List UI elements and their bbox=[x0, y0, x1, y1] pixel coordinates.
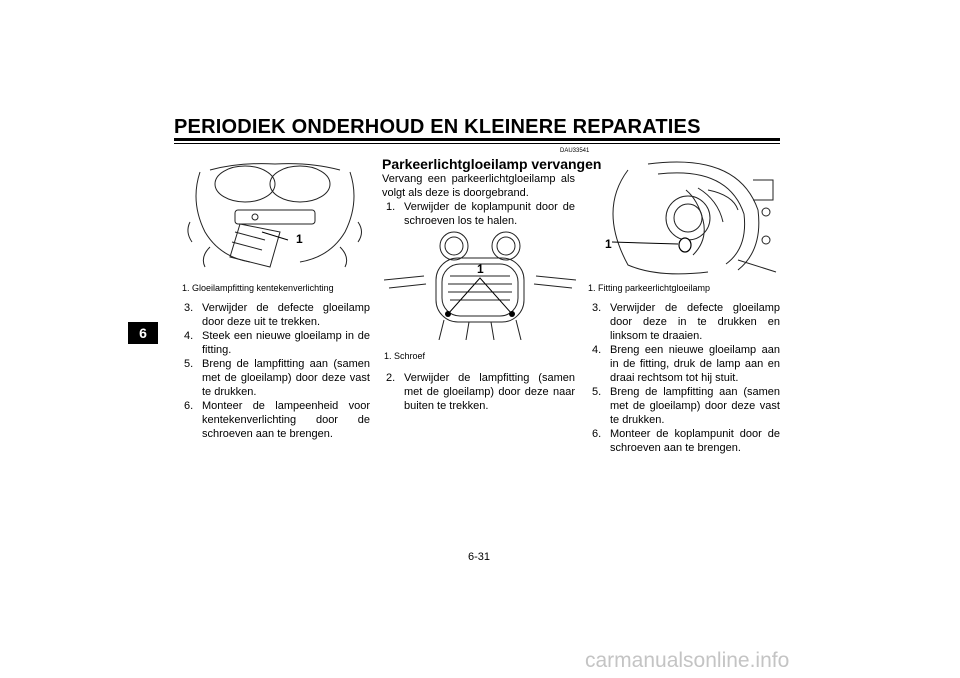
step-list-middle-b bbox=[382, 371, 575, 413]
callout-number: 1 bbox=[477, 262, 484, 276]
step-number: 2. bbox=[386, 372, 396, 384]
list-item bbox=[382, 200, 575, 228]
step-number: 5. bbox=[592, 386, 602, 398]
page-title: PERIODIEK ONDERHOUD EN KLEINERE REPARATIES bbox=[174, 116, 701, 138]
figure-caption: 1. Fitting parkeerlichtgloeilamp bbox=[588, 283, 711, 293]
list-item bbox=[588, 343, 780, 385]
section-code: DAU33541 bbox=[560, 148, 590, 154]
step-list-right bbox=[588, 301, 780, 455]
step-list-middle-a bbox=[382, 200, 575, 228]
callout-number: 1 bbox=[605, 237, 612, 251]
step-text: Breng de lampfitting aan (samen met de gloeilamp) door deze vast te drukken. bbox=[610, 386, 780, 426]
bulb-holder-illustration bbox=[588, 160, 780, 278]
callout-number: 1 bbox=[296, 232, 303, 246]
step-text: Breng de lampfitting aan (samen met de gloeilamp) door deze vast te drukken. bbox=[202, 358, 370, 398]
step-text: Breng een nieuwe gloeilamp aan in de fitting, druk de lamp aan en draai rechtsom tot hij stuit. bbox=[610, 344, 780, 384]
header-rule-thin bbox=[174, 143, 780, 144]
step-list-left bbox=[180, 301, 370, 441]
list-item bbox=[588, 301, 780, 343]
step-text: Verwijder de lampfitting (samen met de gloeilamp) door deze naar buiten te trekken. bbox=[404, 372, 575, 412]
figure-caption: 1. Schroef bbox=[384, 351, 426, 361]
watermark[interactable]: carmanualsonline.info bbox=[585, 649, 790, 672]
step-number: 3. bbox=[184, 302, 194, 314]
figure-bulb-holder bbox=[588, 160, 780, 278]
page-number: 6-31 bbox=[468, 551, 491, 563]
figure-license-light bbox=[180, 162, 370, 282]
step-number: 5. bbox=[184, 358, 194, 370]
list-item bbox=[180, 399, 370, 441]
list-item bbox=[588, 385, 780, 427]
figure-headlight-screws bbox=[384, 228, 576, 340]
step-text: Verwijder de koplampunit door de schroeven los te halen. bbox=[404, 201, 575, 227]
step-number: 4. bbox=[592, 344, 602, 356]
list-item bbox=[180, 329, 370, 357]
list-item bbox=[588, 427, 780, 455]
step-text: Verwijder de defecte gloeilamp door deze uit te trekken. bbox=[202, 302, 370, 328]
figure-caption: 1. Gloeilampfitting kentekenverlichting bbox=[182, 283, 334, 293]
step-text: Verwijder de defecte gloeilamp door deze in te drukken en linksom te draaien. bbox=[610, 302, 780, 342]
list-item bbox=[180, 357, 370, 399]
step-number: 6. bbox=[184, 400, 194, 412]
step-number: 1. bbox=[386, 201, 396, 213]
step-text: Monteer de lampeenheid voor kentekenverlichting door de schroeven aan te brengen. bbox=[202, 400, 370, 440]
header-rule bbox=[174, 138, 780, 141]
intro-paragraph: Vervang een parkeerlichtgloeilamp als volgt als deze is doorgebrand. bbox=[382, 173, 575, 199]
step-number: 3. bbox=[592, 302, 602, 314]
step-number: 4. bbox=[184, 330, 194, 342]
license-light-illustration bbox=[180, 162, 370, 282]
headlight-illustration bbox=[384, 228, 576, 340]
step-text: Monteer de koplampunit door de schroeven aan te brengen. bbox=[610, 428, 780, 454]
step-text: Steek een nieuwe gloeilamp in de fitting. bbox=[202, 330, 370, 356]
list-item bbox=[382, 371, 575, 413]
chapter-tab: 6 bbox=[128, 322, 158, 344]
list-item bbox=[180, 301, 370, 329]
step-number: 6. bbox=[592, 428, 602, 440]
section-title: Parkeerlichtgloeilamp vervangen bbox=[382, 156, 602, 172]
